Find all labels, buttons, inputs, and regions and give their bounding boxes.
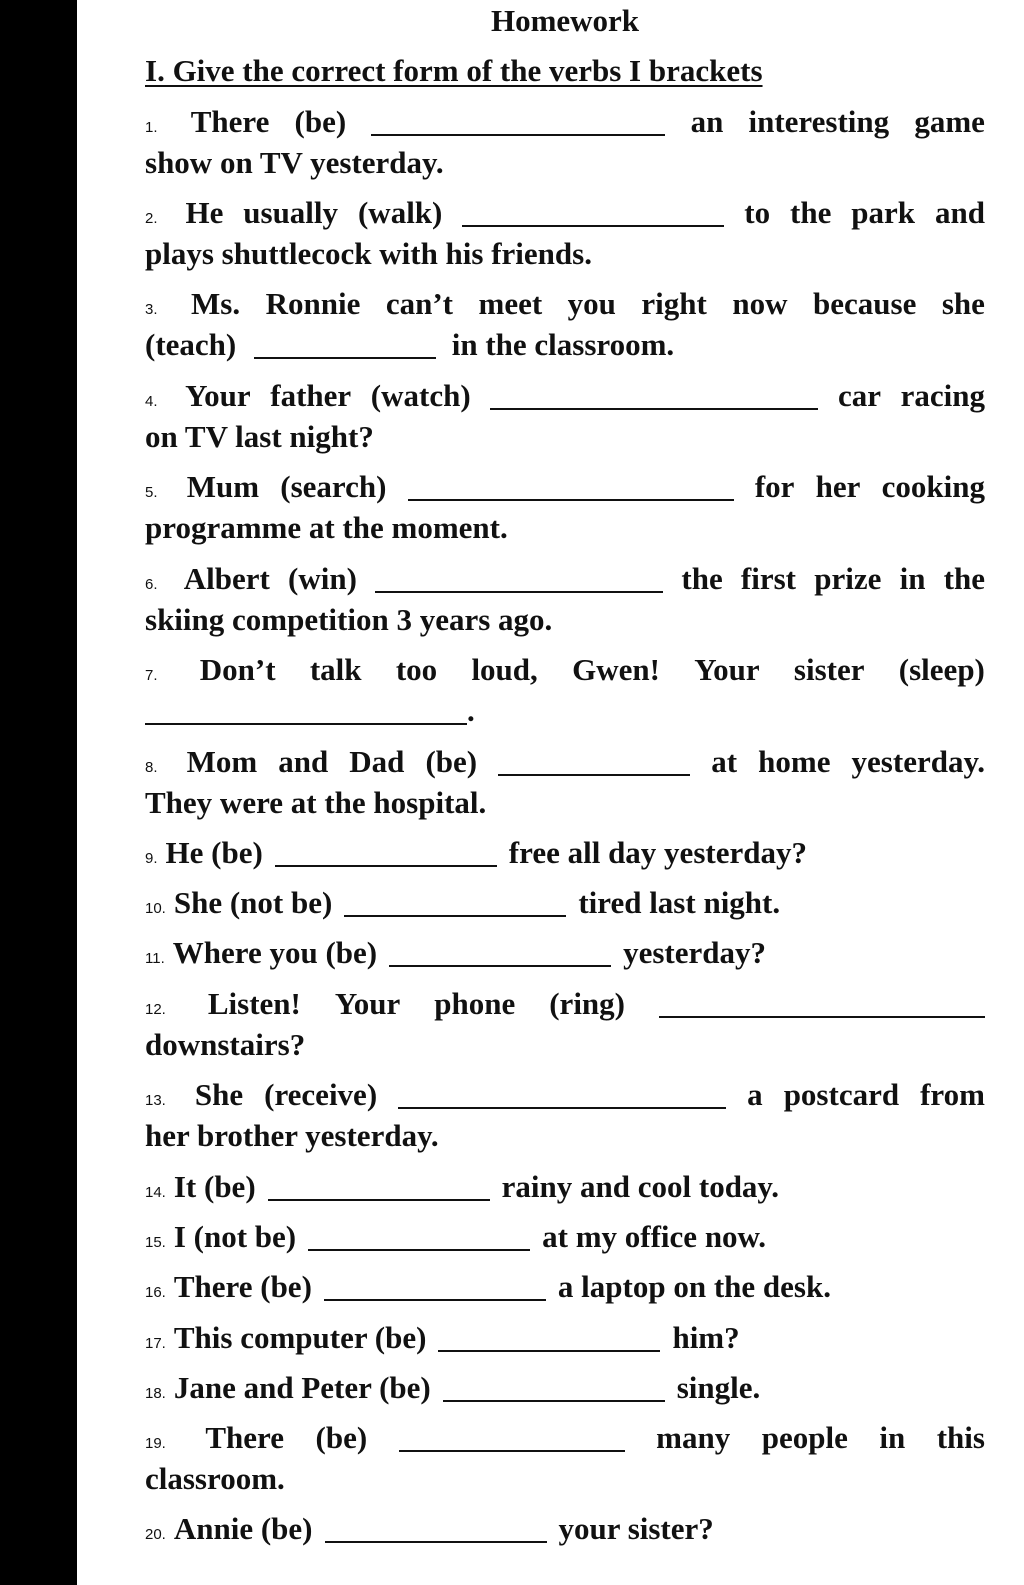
item-line bbox=[145, 932, 985, 973]
item-number: 7. bbox=[145, 667, 158, 684]
answer-blank[interactable] bbox=[399, 1450, 625, 1452]
answer-blank[interactable] bbox=[659, 1016, 985, 1018]
answer-blank[interactable] bbox=[371, 134, 665, 136]
item-line bbox=[145, 375, 985, 416]
exercise-item-8 bbox=[145, 741, 985, 823]
item-number: 8. bbox=[145, 759, 158, 776]
item-number: 10. bbox=[145, 900, 166, 917]
item-line bbox=[145, 1166, 985, 1207]
item-line bbox=[145, 741, 985, 782]
word: an bbox=[690, 104, 724, 139]
word: this bbox=[936, 1420, 985, 1455]
item-line bbox=[145, 1508, 985, 1549]
answer-blank[interactable] bbox=[375, 591, 663, 593]
answer-blank[interactable] bbox=[308, 1249, 530, 1251]
exercise-item-5 bbox=[145, 466, 985, 548]
word: postcard bbox=[783, 1077, 900, 1112]
item-text: at my office now. bbox=[542, 1219, 766, 1254]
item-number: 6. bbox=[145, 576, 158, 593]
exercise-item-3 bbox=[145, 283, 985, 365]
word: Mom bbox=[186, 744, 258, 779]
word: and bbox=[278, 744, 329, 779]
item-text: free all day yesterday? bbox=[508, 835, 807, 870]
word: (receive) bbox=[264, 1077, 378, 1112]
exercise-item-18 bbox=[145, 1367, 985, 1408]
word: (win) bbox=[288, 561, 357, 596]
exercise-item-19 bbox=[145, 1417, 985, 1499]
item-text: She (not be) bbox=[173, 885, 333, 920]
word: interesting bbox=[748, 104, 890, 139]
item-continuation: classroom. bbox=[145, 1461, 285, 1496]
word: to bbox=[744, 195, 771, 230]
answer-blank[interactable] bbox=[344, 915, 566, 917]
word: too bbox=[395, 652, 438, 687]
word: (be) bbox=[425, 744, 478, 779]
word: There bbox=[205, 1420, 284, 1455]
item-text: This computer (be) bbox=[173, 1320, 427, 1355]
word: (teach) bbox=[145, 327, 237, 362]
item-continuation bbox=[145, 690, 985, 731]
word: game bbox=[914, 104, 985, 139]
word: the bbox=[681, 561, 723, 596]
item-text: I (not be) bbox=[173, 1219, 297, 1254]
word: meet bbox=[478, 286, 543, 321]
word: cooking bbox=[881, 469, 985, 504]
item-prefix bbox=[145, 1216, 296, 1263]
item-continuation: on TV last night? bbox=[145, 419, 374, 454]
word: in bbox=[879, 1420, 906, 1455]
section-heading: I. Give the correct form of the verbs I brackets bbox=[145, 53, 763, 88]
item-line bbox=[145, 882, 985, 923]
word: first bbox=[740, 561, 797, 596]
answer-blank[interactable] bbox=[324, 1299, 546, 1301]
word: a bbox=[747, 1077, 763, 1112]
answer-blank[interactable] bbox=[490, 408, 818, 410]
item-line bbox=[145, 192, 985, 233]
item-number: 9. bbox=[145, 850, 158, 867]
word: and bbox=[934, 195, 985, 230]
answer-blank[interactable] bbox=[325, 1541, 547, 1543]
word: Gwen! bbox=[572, 652, 660, 687]
exercise-item-15 bbox=[145, 1216, 985, 1257]
item-prefix bbox=[145, 1367, 431, 1414]
item-continuation: They were at the hospital. bbox=[145, 785, 487, 820]
word: prize bbox=[814, 561, 882, 596]
item-number: 4. bbox=[145, 393, 158, 410]
item-text: your sister? bbox=[558, 1511, 714, 1546]
item-prefix bbox=[145, 832, 263, 879]
item-number: 16. bbox=[145, 1284, 166, 1301]
word: car bbox=[837, 378, 881, 413]
word: father bbox=[270, 378, 352, 413]
item-number: 12. bbox=[145, 1001, 166, 1018]
item-text: Where you (be) bbox=[172, 935, 378, 970]
word: loud, bbox=[471, 652, 538, 687]
word: she bbox=[941, 286, 985, 321]
item-line bbox=[145, 983, 985, 1024]
word: Ronnie bbox=[265, 286, 361, 321]
exercise-item-13 bbox=[145, 1074, 985, 1156]
item-number: 19. bbox=[145, 1435, 166, 1452]
exercise-item-14 bbox=[145, 1166, 985, 1207]
item-text: There (be) bbox=[173, 1269, 312, 1304]
item-text: He (be) bbox=[165, 835, 263, 870]
left-margin-bar bbox=[0, 0, 77, 1585]
word: now bbox=[732, 286, 788, 321]
item-continuation: show on TV yesterday. bbox=[145, 145, 444, 180]
item-number: 17. bbox=[145, 1335, 166, 1352]
exercise-item-16 bbox=[145, 1266, 985, 1307]
item-text: rainy and cool today. bbox=[501, 1169, 779, 1204]
word: (ring) bbox=[549, 986, 625, 1021]
item-number: 18. bbox=[145, 1385, 166, 1402]
word: sister bbox=[793, 652, 865, 687]
page-title: Homework bbox=[490, 3, 640, 38]
word: (watch) bbox=[370, 378, 471, 413]
item-text: him? bbox=[672, 1320, 740, 1355]
item-line bbox=[145, 558, 985, 599]
word: from bbox=[920, 1077, 985, 1112]
word: (be) bbox=[294, 104, 347, 139]
word: (walk) bbox=[357, 195, 443, 230]
item-text: a laptop on the desk. bbox=[557, 1269, 831, 1304]
exercise-item-11 bbox=[145, 932, 985, 973]
item-line bbox=[145, 101, 985, 142]
exercise-item-20 bbox=[145, 1508, 985, 1549]
word: in bbox=[899, 561, 926, 596]
item-line bbox=[145, 1317, 985, 1358]
item-number: 13. bbox=[145, 1092, 166, 1109]
word: you bbox=[567, 286, 616, 321]
word: Albert bbox=[183, 561, 270, 596]
answer-blank[interactable] bbox=[145, 723, 467, 725]
item-continuation: programme at the moment. bbox=[145, 510, 508, 545]
word: her bbox=[815, 469, 861, 504]
word: at bbox=[711, 744, 738, 779]
word: (be) bbox=[315, 1420, 368, 1455]
answer-blank[interactable] bbox=[398, 1107, 726, 1109]
exercise-item-4 bbox=[145, 375, 985, 457]
word: park bbox=[851, 195, 916, 230]
exercise-item-17 bbox=[145, 1317, 985, 1358]
item-line bbox=[145, 1216, 985, 1257]
exercise-item-12 bbox=[145, 983, 985, 1065]
item-text: Annie (be) bbox=[173, 1511, 313, 1546]
exercise-item-6 bbox=[145, 558, 985, 640]
item-prefix bbox=[145, 1317, 426, 1364]
exercise-item-10 bbox=[145, 882, 985, 923]
word: the bbox=[943, 561, 985, 596]
word: right bbox=[641, 286, 707, 321]
word: Your bbox=[334, 986, 401, 1021]
word: Your bbox=[694, 652, 760, 687]
word: There bbox=[190, 104, 270, 139]
item-text: tired last night. bbox=[578, 885, 781, 920]
exercise-item-7 bbox=[145, 649, 985, 731]
period: . bbox=[467, 693, 475, 728]
item-continuation: her brother yesterday. bbox=[145, 1118, 439, 1153]
word: talk bbox=[309, 652, 362, 687]
word: Your bbox=[185, 378, 251, 413]
word: He bbox=[185, 195, 224, 230]
item-line bbox=[145, 649, 985, 690]
item-prefix bbox=[145, 882, 332, 929]
exercise-item-1 bbox=[145, 101, 985, 183]
answer-blank[interactable] bbox=[462, 225, 724, 227]
word: Don’t bbox=[199, 652, 276, 687]
word: Ms. bbox=[191, 286, 241, 321]
item-number: 15. bbox=[145, 1234, 166, 1251]
item-text: single. bbox=[676, 1370, 761, 1405]
item-continuation: downstairs? bbox=[145, 1027, 306, 1062]
item-number: 3. bbox=[145, 301, 158, 318]
item-number: 20. bbox=[145, 1526, 166, 1543]
word: yesterday. bbox=[851, 744, 985, 779]
word: the bbox=[790, 195, 832, 230]
item-line bbox=[145, 832, 985, 873]
word: (search) bbox=[280, 469, 387, 504]
answer-blank[interactable] bbox=[438, 1350, 660, 1352]
item-number: 14. bbox=[145, 1184, 166, 1201]
word: because bbox=[813, 286, 917, 321]
word: home bbox=[758, 744, 831, 779]
word: for bbox=[754, 469, 795, 504]
item-line bbox=[145, 1367, 985, 1408]
item-number: 1. bbox=[145, 119, 158, 136]
item-continuation bbox=[145, 324, 985, 365]
word: racing bbox=[900, 378, 985, 413]
answer-blank[interactable] bbox=[389, 965, 611, 967]
answer-blank[interactable] bbox=[254, 357, 436, 359]
answer-blank[interactable] bbox=[268, 1199, 490, 1201]
item-text: yesterday? bbox=[623, 935, 767, 970]
word: people bbox=[761, 1420, 848, 1455]
word: (sleep) bbox=[898, 652, 985, 687]
word: can’t bbox=[385, 286, 453, 321]
exercise-item-2 bbox=[145, 192, 985, 274]
word: Listen! bbox=[207, 986, 301, 1021]
item-continuation: plays shuttlecock with his friends. bbox=[145, 236, 592, 271]
word: phone bbox=[434, 986, 516, 1021]
exercise-item-9 bbox=[145, 832, 985, 873]
item-line bbox=[145, 283, 985, 324]
answer-blank[interactable] bbox=[408, 499, 734, 501]
item-text: Jane and Peter (be) bbox=[173, 1370, 431, 1405]
item-number: 2. bbox=[145, 210, 158, 227]
item-prefix bbox=[145, 932, 377, 979]
item-text: It (be) bbox=[173, 1169, 256, 1204]
item-prefix bbox=[145, 1166, 256, 1213]
item-line bbox=[145, 1074, 985, 1115]
word: in the classroom. bbox=[451, 327, 675, 362]
item-line bbox=[145, 1417, 985, 1458]
word: many bbox=[656, 1420, 731, 1455]
item-prefix bbox=[145, 1266, 312, 1313]
item-number: 5. bbox=[145, 484, 158, 501]
word: Dad bbox=[349, 744, 405, 779]
item-number: 11. bbox=[145, 950, 165, 967]
answer-blank[interactable] bbox=[498, 774, 690, 776]
word: She bbox=[194, 1077, 244, 1112]
answer-blank[interactable] bbox=[275, 865, 497, 867]
item-prefix bbox=[145, 1508, 313, 1555]
answer-blank[interactable] bbox=[443, 1400, 665, 1402]
word: Mum bbox=[186, 469, 260, 504]
item-line bbox=[145, 466, 985, 507]
word: usually bbox=[243, 195, 339, 230]
item-line bbox=[145, 1266, 985, 1307]
item-continuation: skiing competition 3 years ago. bbox=[145, 602, 553, 637]
